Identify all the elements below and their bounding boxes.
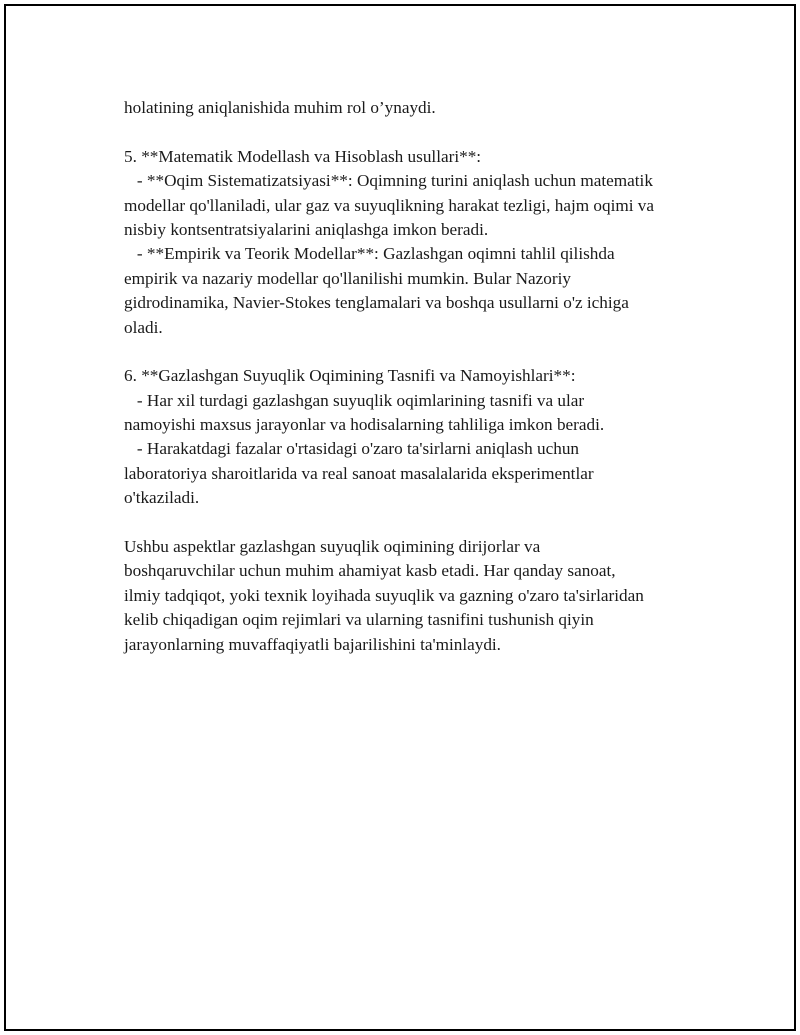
paragraph-gap — [124, 511, 704, 535]
section-5-item-1-line: modellar qo'llaniladi, ular gaz va suyuqlikning harakat tezligi, hajm oqimi va — [124, 195, 655, 215]
section-5-item-2-line: gidrodinamika, Navier-Stokes tenglamalari va boshqa usullarni o'z ichiga — [124, 293, 629, 313]
section-6-item-2-line: - Harakatdagi fazalar o'rtasidagi o'zaro ta'sirlarni aniqlash uchun — [124, 439, 580, 459]
conclusion-line: boshqaruvchilar uchun muhim ahamiyat kasb etadi. Har qanday sanoat, — [124, 561, 616, 581]
section-5-item-2-line: empirik va nazariy modellar qo'llanilishi mumkin. Bular Nazoriy — [124, 268, 571, 288]
section-6-item-2-line: laboratoriya sharoitlarida va real sanoat masalalarida eksperimentlar — [124, 463, 594, 483]
conclusion-line: kelib chiqadigan oqim rejimlari va ularning tasnifini tushunish qiyin — [124, 610, 594, 630]
section-5-item-2-line: - **Empirik va Teorik Modellar**: Gazlashgan oqimni tahlil qilishda — [124, 244, 615, 264]
section-6-heading: 6. **Gazlashgan Suyuqlik Oqimining Tasnifi va Namoyishlari**: — [124, 366, 576, 386]
section-6-item-1-line: namoyishi maxsus jarayonlar va hodisalarning tahliliga imkon beradi. — [124, 415, 605, 435]
section-6-item-1-line: - Har xil turdagi gazlashgan suyuqlik oqimlarining tasnifi va ular — [124, 390, 585, 410]
section-6-item-2-line: o'tkaziladi. — [124, 488, 200, 508]
section-5-item-1-line: - **Oqim Sistematizatsiyasi**: Oqimning turini aniqlash uchun matematik — [124, 171, 653, 191]
document-body — [124, 96, 704, 657]
intro-tail-line: holatining aniqlanishida muhim rol o’ynaydi. — [124, 98, 436, 117]
section-5-item-2-line: oladi. — [124, 317, 163, 337]
section-5-heading: 5. **Matematik Modellash va Hisoblash usullari**: — [124, 146, 482, 166]
page-frame — [4, 4, 796, 1031]
paragraph-gap — [124, 340, 704, 364]
conclusion-line: ilmiy tadqiqot, yoki texnik loyihada suyuqlik va gazning o'zaro ta'sirlaridan — [124, 585, 644, 605]
paragraph-gap — [124, 120, 704, 144]
section-5-item-1-line: nisbiy kontsentratsiyalarini aniqlashga imkon beradi. — [124, 219, 489, 239]
conclusion-line: jarayonlarning muvaffaqiyatli bajarilishini ta'minlaydi. — [124, 634, 501, 654]
conclusion-line: Ushbu aspektlar gazlashgan suyuqlik oqimining dirijorlar va — [124, 537, 541, 557]
